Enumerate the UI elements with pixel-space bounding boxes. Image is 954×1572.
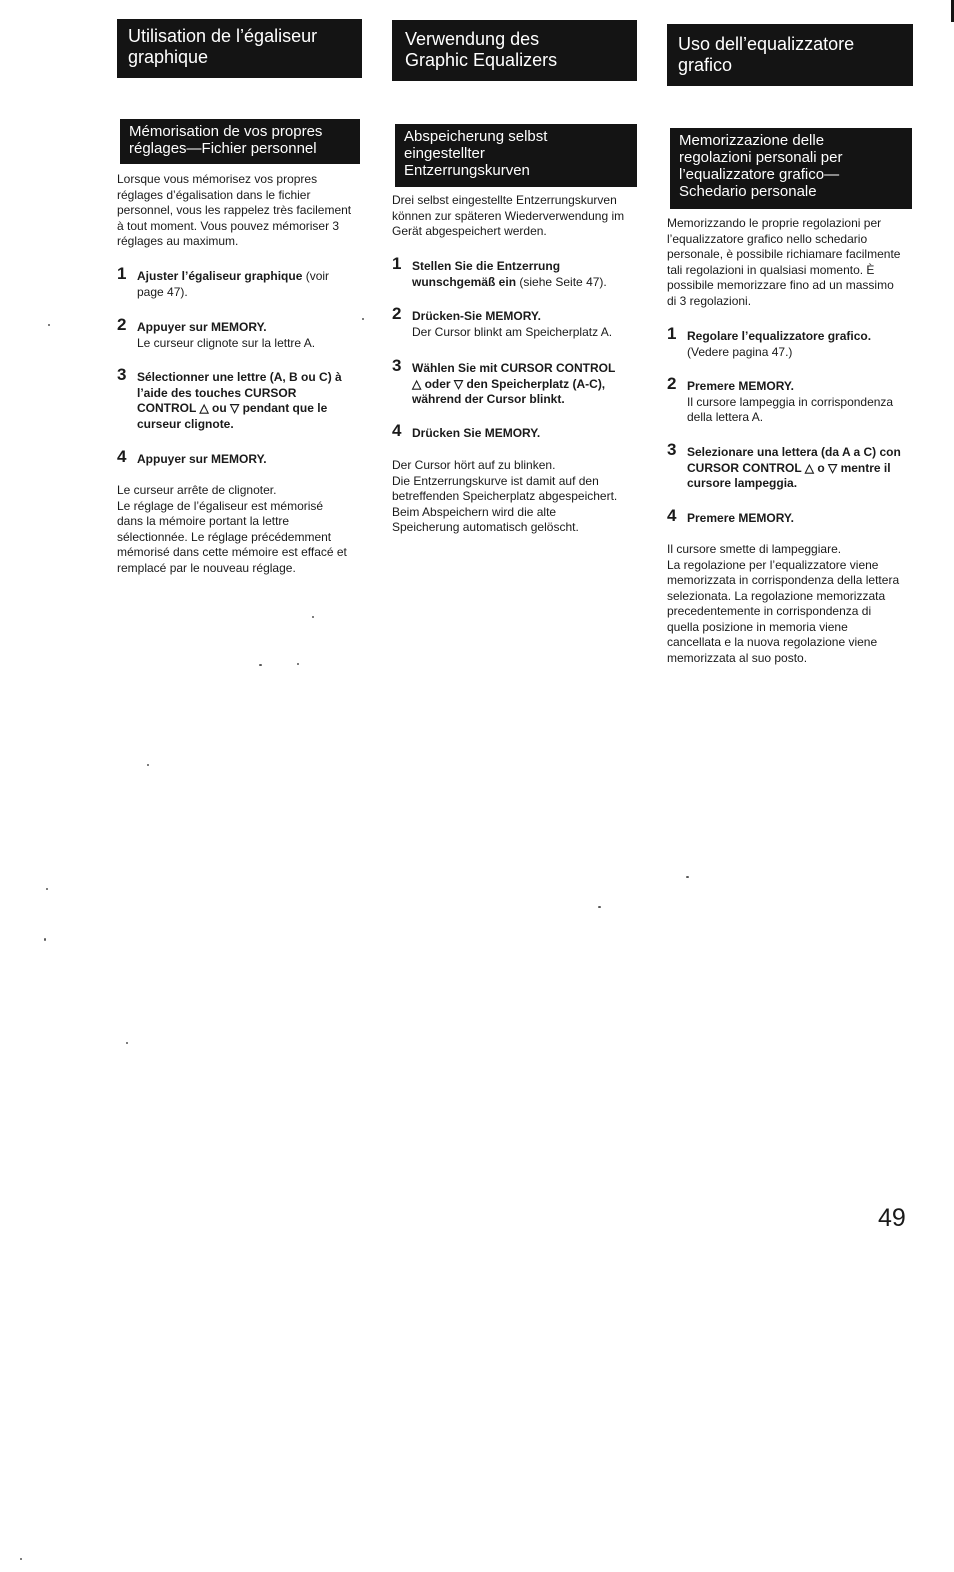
step-instruction: Premere MEMORY.: [687, 379, 794, 393]
step-instruction: Sélectionner une lettre (A, B ou C) à l’aide des touches CURSOR CONTROL △ ou ▽ pendant que le curseur clignote.: [137, 370, 342, 431]
step-instruction: Stellen Sie die Entzerrung wunschgemäß ein: [412, 259, 561, 289]
step-number: 1: [392, 254, 402, 273]
scan-speck: [362, 318, 364, 320]
step-instruction-detail: (siehe Seite 47).: [516, 274, 607, 289]
step-note: Der Cursor blinkt am Speicherplatz A.: [412, 324, 613, 339]
scan-speck: [297, 663, 299, 665]
step-4-fr: [117, 447, 365, 468]
step-instruction: Drücken Sie MEMORY.: [412, 426, 541, 440]
subsection-title-fr: Mémorisation de vos propres réglages—Fichier personnel: [120, 119, 360, 164]
subsection-title-it: Memorizzazione delle regolazioni personali per l’equalizzatore grafico— Schedario personale: [670, 128, 912, 209]
step-number: 3: [392, 356, 402, 375]
step-1-it: [667, 324, 915, 360]
scan-speck: [44, 938, 46, 941]
step-instruction: Appuyer sur MEMORY.: [137, 452, 267, 466]
scan-speck: [126, 1042, 128, 1044]
result-paragraph-it: Il cursore smette di lampeggiare. La regolazione per l’equalizzatore viene memorizzata in corrispondenza della lettera selezionata. La regolazione memorizzata precedentemente in corrispondenza di quella posizione in memoria viene cancellata e la nuova regolazione viene memorizzata al suo posto.: [667, 542, 900, 665]
step-number: 3: [117, 365, 127, 384]
step-note: Le curseur clignote sur la lettre A.: [137, 335, 316, 350]
step-instruction: Selezionare una lettera (da A a C) con CURSOR CONTROL △ o ▽ mentre il cursore lampeggia.: [687, 445, 901, 490]
section-title-de: Verwendung des Graphic Equalizers: [392, 20, 637, 81]
step-number: 4: [117, 447, 127, 466]
step-number: 2: [667, 374, 677, 393]
scan-speck: [147, 764, 149, 766]
scan-speck: [46, 888, 48, 890]
step-2-it: [667, 374, 915, 426]
result-paragraph-fr: Le curseur arrête de clignoter. Le réglage de l’égaliseur est mémorisé dans la mémoire portant la lettre sélectionnée. Le réglage précédemment mémorisé dans cette mémoire est effacé et remplacé par le nouveau réglage.: [117, 483, 347, 575]
scan-speck: [48, 324, 50, 326]
step-1-de: [392, 254, 642, 290]
subsection-title-de: Abspeicherung selbst eingestellter Entzerrungskurven: [395, 124, 637, 187]
step-2-fr: [117, 315, 365, 351]
step-number: 2: [117, 315, 127, 334]
intro-paragraph-de: Drei selbst eingestellte Entzerrungskurven können zur späteren Wiederverwendung im Gerät abgespeichert werden.: [392, 193, 625, 238]
step-instruction: Regolare l’equalizzatore grafico.: [687, 329, 872, 343]
scan-speck: [686, 876, 689, 878]
step-instruction: Drücken-Sie MEMORY.: [412, 309, 541, 323]
intro-paragraph-it: Memorizzando le proprie regolazioni per l’equalizzatore grafico nello schedario personale, è possibile richiamare facilmente tali regolazioni in qualsiasi momento. È possibile memorizzare fino ad un massimo di 3 regolazioni.: [667, 216, 901, 308]
scan-speck: [598, 906, 601, 908]
step-3-de: [392, 356, 642, 408]
intro-paragraph-fr: Lorsque vous mémorisez vos propres réglages d’égalisation dans le fichier personnel, vous les rappelez très facilement à tout moment. Vous pouvez mémoriser 3 réglages au maximum.: [117, 172, 352, 248]
step-2-de: [392, 304, 642, 340]
step-number: 2: [392, 304, 402, 323]
step-note: Il cursore lampeggia in corrispondenza della lettera A.: [687, 394, 894, 424]
step-3-it: [667, 440, 915, 492]
section-title-fr: Utilisation de l’égaliseur graphique: [117, 19, 362, 78]
step-1-fr: [117, 264, 365, 300]
step-number: 1: [117, 264, 127, 283]
step-4-it: [667, 506, 915, 527]
step-instruction: Appuyer sur MEMORY.: [137, 320, 267, 334]
step-instruction-detail: (voir page 47).: [137, 269, 330, 299]
step-3-fr: [117, 365, 365, 432]
scan-speck: [20, 1558, 22, 1560]
section-title-it: Uso dell’equalizzatore grafico: [667, 24, 913, 86]
step-4-de: [392, 421, 642, 442]
step-number: 4: [667, 506, 677, 525]
page-number: 49: [878, 1204, 906, 1232]
scan-speck: [312, 616, 314, 618]
scan-speck: [259, 664, 262, 666]
step-instruction: Wählen Sie mit CURSOR CONTROL △ oder ▽ den Speicherplatz (A-C), während der Cursor blinkt.: [412, 361, 616, 406]
step-number: 3: [667, 440, 677, 459]
step-number: 4: [392, 421, 402, 440]
step-instruction: Premere MEMORY.: [687, 511, 794, 525]
step-instruction: Ajuster l’égaliseur graphique: [137, 269, 303, 283]
result-paragraph-de: Der Cursor hört auf zu blinken. Die Entzerrungskurve ist damit auf den betreffenden Speicherplatz abgespeichert. Beim Abspeichern wird die alte Speicherung automatisch gelöscht.: [392, 458, 618, 534]
step-note: (Vedere pagina 47.): [687, 344, 793, 359]
step-number: 1: [667, 324, 677, 343]
